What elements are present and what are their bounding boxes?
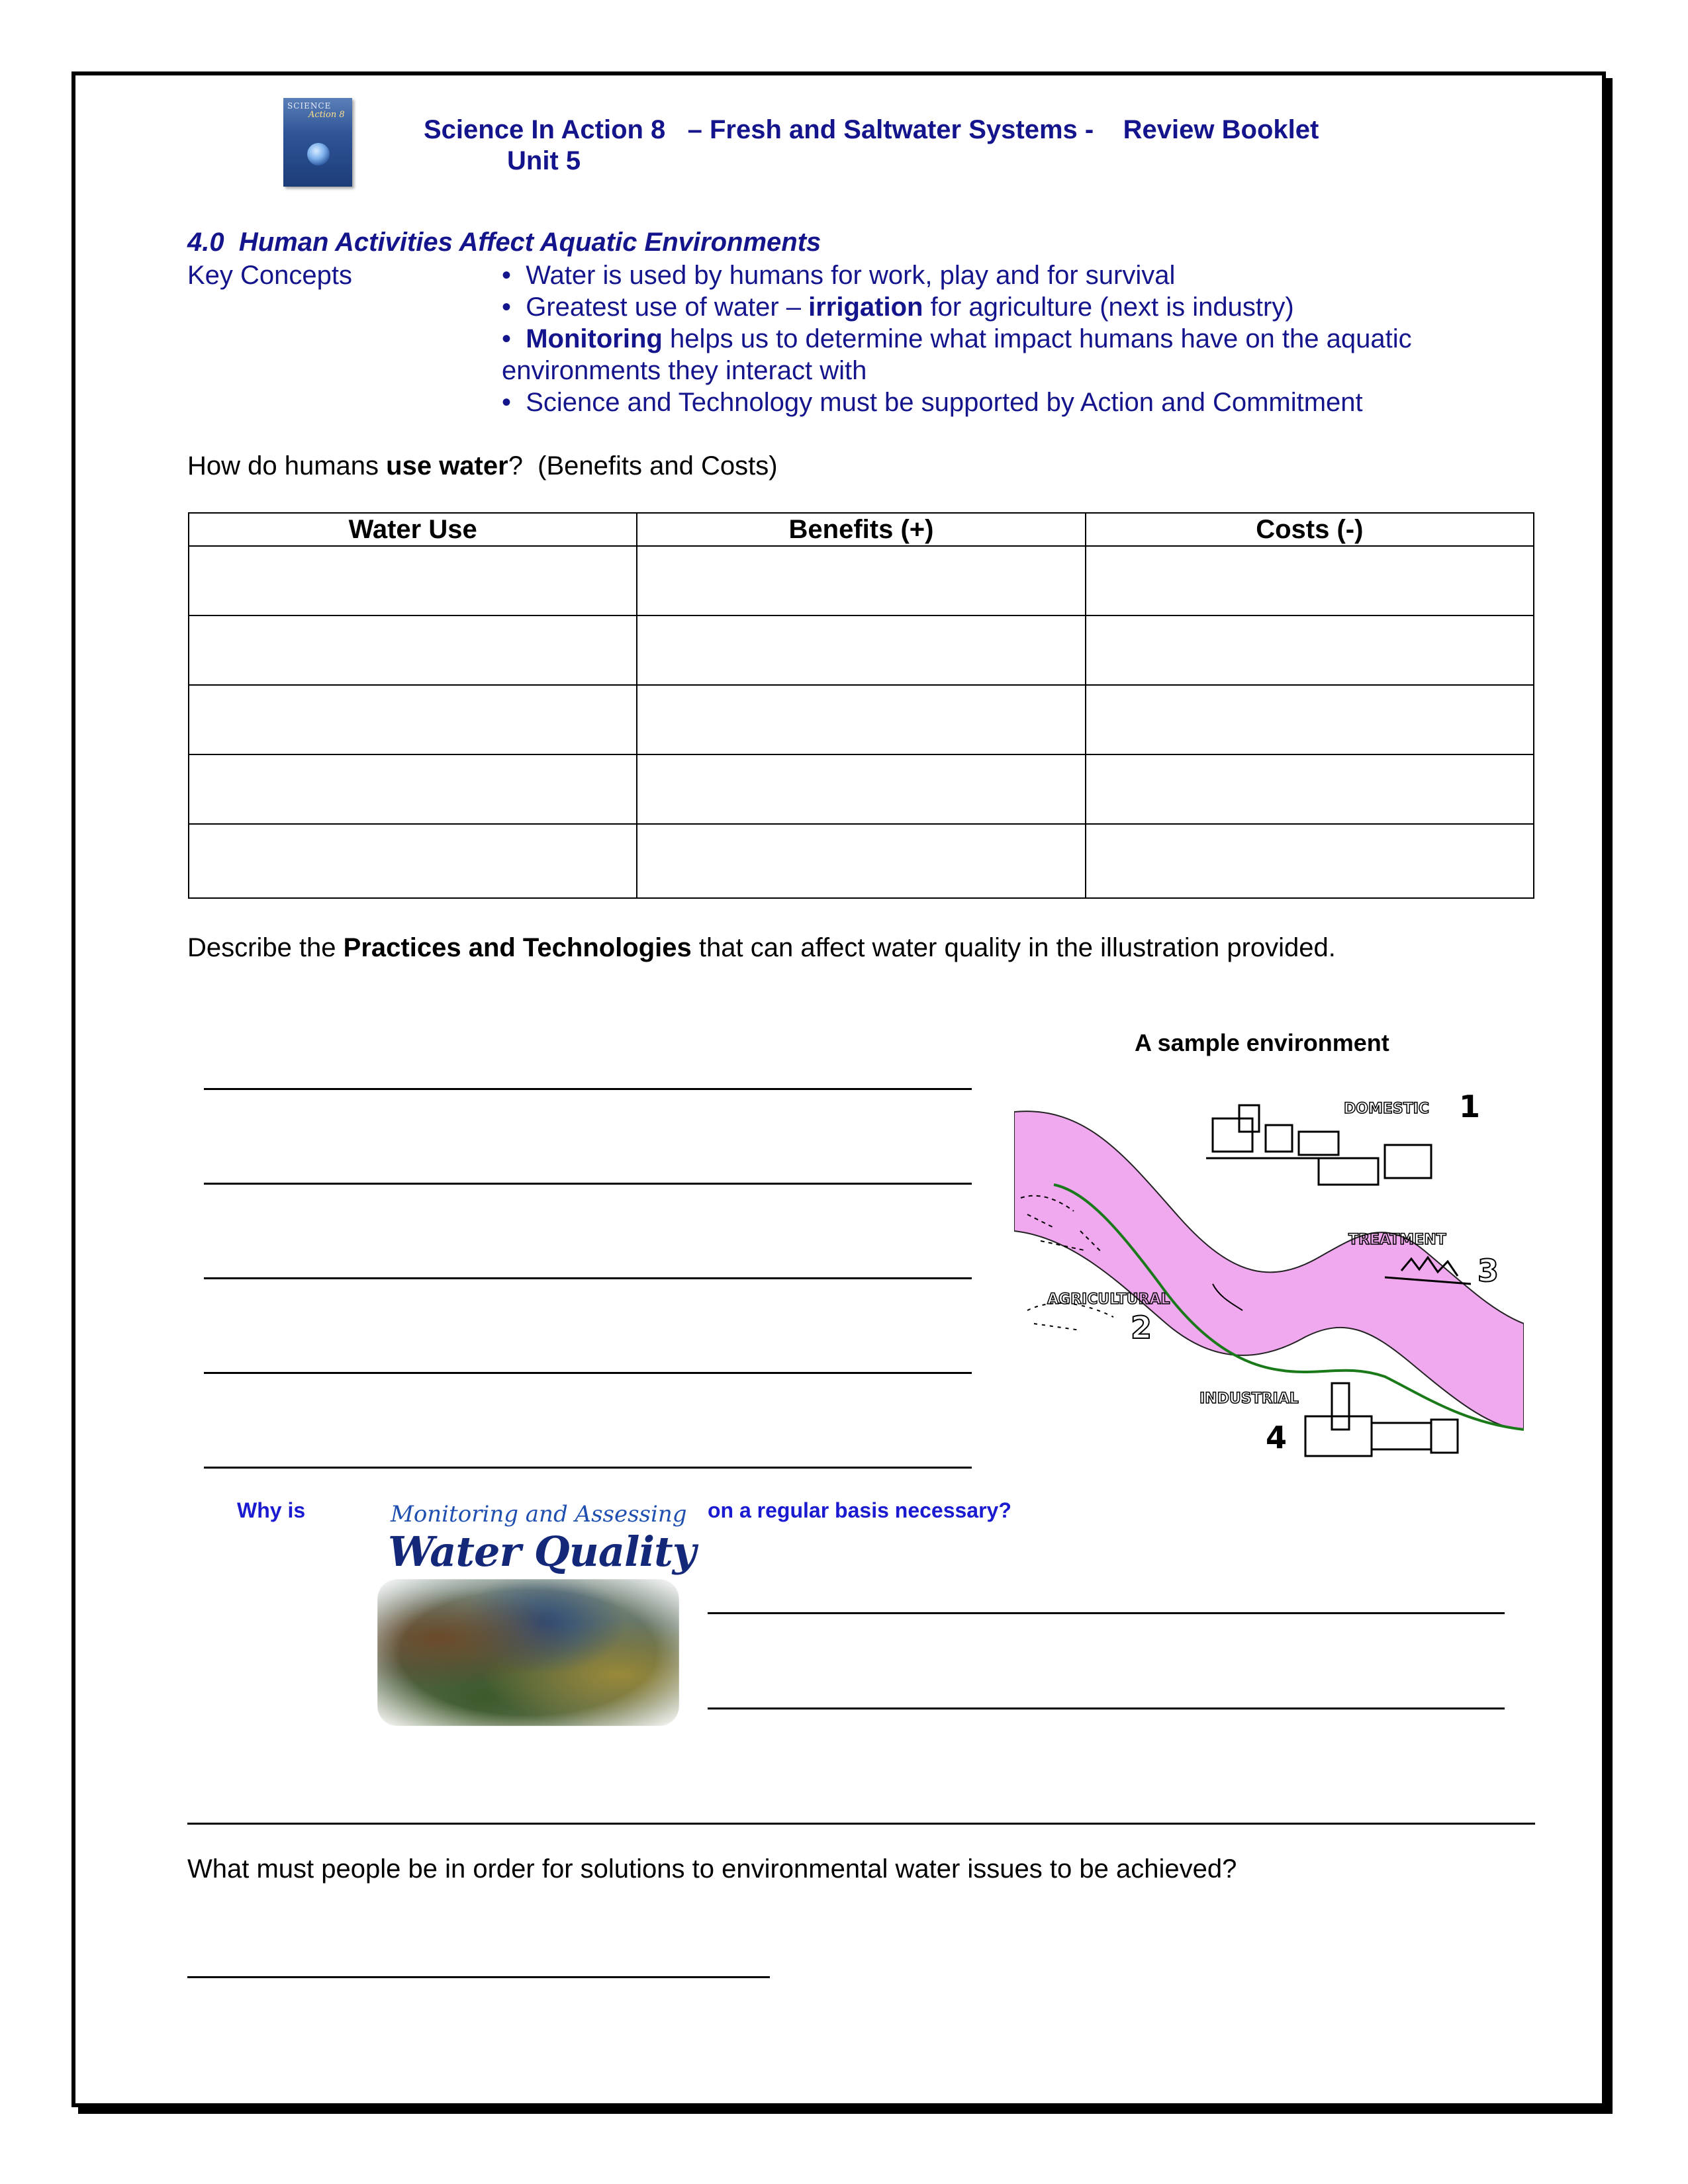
question-bold: Practices and Technologies xyxy=(343,933,692,962)
water-quality-title: Water Quality xyxy=(388,1527,696,1576)
table-cell[interactable] xyxy=(637,824,1085,898)
concept-item xyxy=(502,323,1412,355)
domestic-buildings xyxy=(1206,1105,1431,1185)
table-cell[interactable] xyxy=(637,754,1085,824)
answer-line[interactable] xyxy=(187,1976,770,1978)
label-industrial-num: 4 xyxy=(1266,1420,1288,1455)
table-cell[interactable] xyxy=(637,546,1085,615)
concept-text: • Water is used by humans for work, play and for survival xyxy=(502,261,1176,290)
table-row xyxy=(189,754,1534,824)
page-title: Science In Action 8 – Fresh and Saltwater Systems - Review Booklet xyxy=(424,115,1319,144)
section-heading: 4.0 Human Activities Affect Aquatic Environments xyxy=(187,228,821,257)
answer-line[interactable] xyxy=(708,1707,1505,1709)
concept-item xyxy=(502,259,1175,291)
concept-bold: Monitoring xyxy=(526,324,663,353)
label-industrial: INDUSTRIAL xyxy=(1199,1390,1299,1407)
industrial-plant xyxy=(1305,1383,1458,1456)
concept-text: • xyxy=(502,324,526,353)
answer-line[interactable] xyxy=(204,1088,972,1090)
cover-subtitle: Action 8 xyxy=(308,110,345,120)
concept-text: • Science and Technology must be supported by Action and Commitment xyxy=(502,388,1363,417)
table-cell[interactable] xyxy=(189,546,637,615)
answer-line[interactable] xyxy=(708,1612,1505,1614)
question-why-is: Why is xyxy=(237,1498,306,1522)
table-cell[interactable] xyxy=(637,615,1085,685)
table-cell[interactable] xyxy=(189,615,637,685)
table-header-costs: Costs (-) xyxy=(1086,513,1534,546)
concept-item xyxy=(502,387,1363,418)
water-quality-subtitle: Monitoring and Assessing xyxy=(391,1501,687,1527)
label-domestic-num: 1 xyxy=(1459,1089,1481,1124)
table-header-water-use: Water Use xyxy=(189,513,637,546)
question-practices xyxy=(187,932,1336,964)
question-water-use xyxy=(187,450,778,482)
concept-item xyxy=(502,355,867,387)
table-cell[interactable] xyxy=(1086,546,1534,615)
question-text: ? (Benefits and Costs) xyxy=(508,451,778,480)
table-header-benefits: Benefits (+) xyxy=(637,513,1085,546)
table-cell[interactable] xyxy=(1086,615,1534,685)
table-row xyxy=(189,546,1534,615)
water-quality-image xyxy=(371,1501,696,1726)
concept-text: helps us to determine what impact humans have on the aquatic xyxy=(662,324,1412,353)
label-agricultural-num: 2 xyxy=(1131,1310,1152,1345)
answer-line[interactable] xyxy=(187,1823,1535,1825)
sample-environment-map xyxy=(1014,1085,1524,1469)
question-regular-basis: on a regular basis necessary? xyxy=(708,1498,1011,1522)
table-cell[interactable] xyxy=(1086,685,1534,754)
water-quality-photo xyxy=(377,1579,679,1726)
concept-bold: irrigation xyxy=(808,293,923,322)
table-row xyxy=(189,685,1534,754)
book-cover-image xyxy=(283,98,352,187)
illustration-caption: A sample environment xyxy=(1135,1029,1389,1056)
key-concepts-label: Key Concepts xyxy=(187,261,353,290)
table-cell[interactable] xyxy=(1086,824,1534,898)
cover-title: SCIENCE xyxy=(287,101,332,111)
label-treatment-num: 3 xyxy=(1477,1253,1499,1289)
water-drop-icon xyxy=(307,143,330,165)
table-row xyxy=(189,615,1534,685)
question-text: Describe the xyxy=(187,933,344,962)
table-row xyxy=(189,824,1534,898)
table-cell[interactable] xyxy=(189,754,637,824)
unit-label: Unit 5 xyxy=(507,146,581,175)
concept-text: environments they interact with xyxy=(502,356,867,385)
question-bold: use water xyxy=(386,451,508,480)
question-people: What must people be in order for solutions to environmental water issues to be achieved? xyxy=(187,1854,1237,1884)
water-use-table xyxy=(188,512,1534,899)
answer-line[interactable] xyxy=(204,1183,972,1185)
label-agricultural: AGRICULTURAL xyxy=(1047,1291,1170,1308)
answer-line[interactable] xyxy=(204,1277,972,1279)
label-domestic: DOMESTIC xyxy=(1344,1101,1430,1117)
table-cell[interactable] xyxy=(637,685,1085,754)
table-cell[interactable] xyxy=(189,685,637,754)
concept-text: for agriculture (next is industry) xyxy=(923,293,1294,322)
table-cell[interactable] xyxy=(1086,754,1534,824)
answer-line[interactable] xyxy=(204,1372,972,1374)
answer-line[interactable] xyxy=(204,1467,972,1469)
table-cell[interactable] xyxy=(189,824,637,898)
concept-item xyxy=(502,291,1294,323)
question-text: that can affect water quality in the illustration provided. xyxy=(691,933,1336,962)
question-text: How do humans xyxy=(187,451,387,480)
label-treatment: TREATMENT xyxy=(1348,1232,1446,1248)
concept-text: • Greatest use of water – xyxy=(502,293,809,322)
